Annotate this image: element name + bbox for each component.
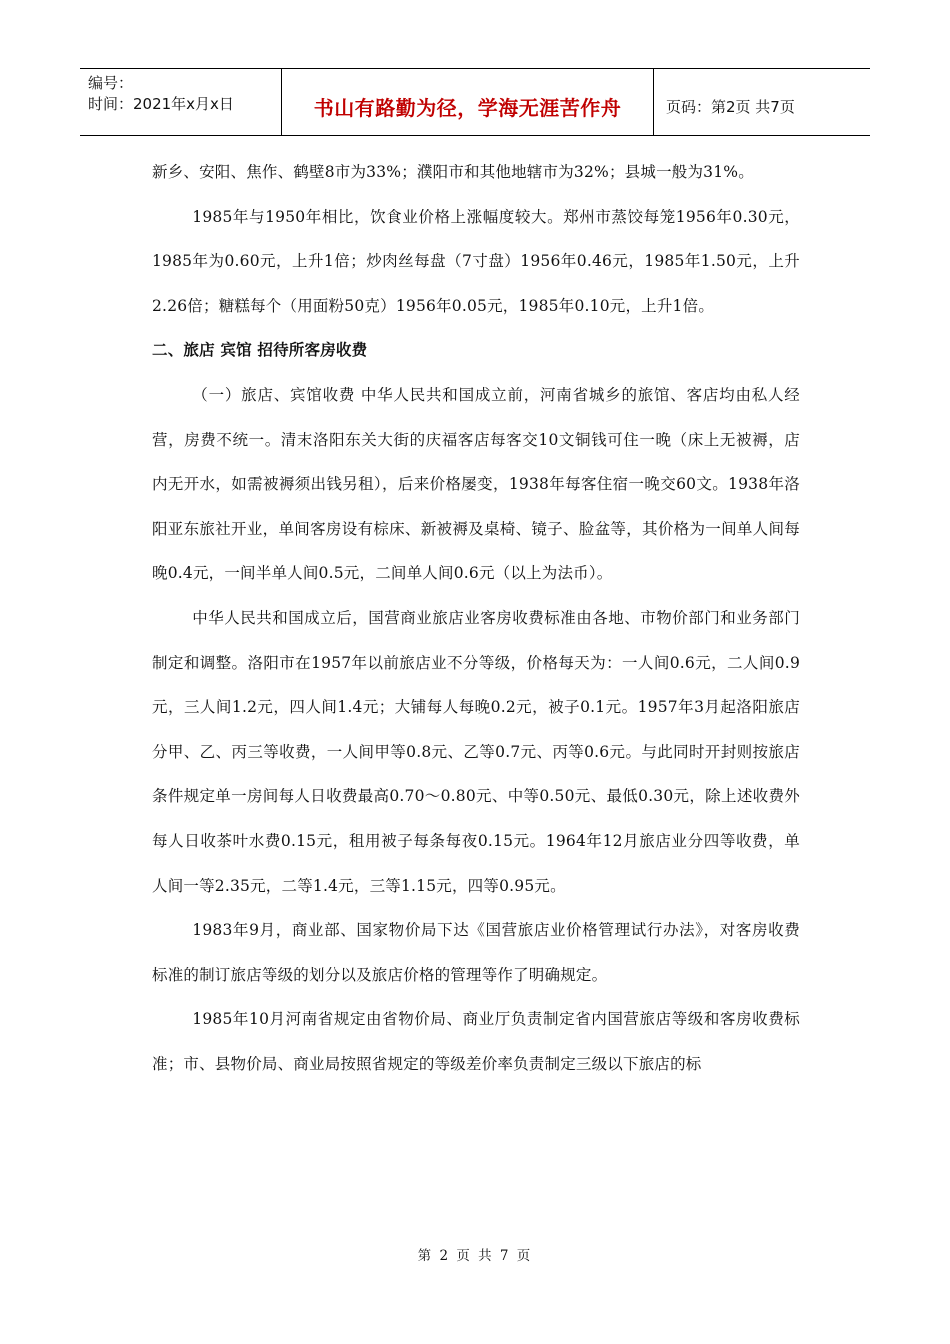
header-page-label: 页码：第2页 共7页 xyxy=(666,97,795,116)
paragraph-post-1949-hotels: 中华人民共和国成立后，国营商业旅店业客房收费标准由各地、市物价部门和业务部门制定和调整。洛阳市在1957年以前旅店业不分等级，价格每天为：一人间0.6元，二人间0.9元，三人间1.2元，四人间1.4元；大铺每人每晚0.2元，被子0.1元。1957年3月起洛阳旅店分甲、乙、丙三等收费，一人间甲等0.8元、乙等0.7元、丙等0.6元。与此同时开封则按旅店条件规定单一房间每人日收费最高0.70～0.80元、中等0.50元、最低0.30元，除上述收费外每人日收茶叶水费0.15元，租用被子每条每夜0.15元。1964年12月旅店业分四等收费，单人间一等2.35元，二等1.4元，三等1.15元，四等0.95元。 xyxy=(152,608,800,895)
code-label: 编号： xyxy=(88,74,134,92)
paragraph-1983-regulation: 1983年9月，商业部、国家物价局下达《国营旅店业价格管理试行办法》，对客房收费标准的制订旅店等级的划分以及旅店价格的管理等作了明确规定。 xyxy=(152,921,800,984)
section-heading: 二、旅店 宾馆 招待所客房收费 xyxy=(152,341,368,360)
paragraph-food-prices: 1985年与1950年相比，饮食业价格上涨幅度较大。郑州市蒸饺每笼1956年0.30元，1985年为0.60元，上升1倍；炒肉丝每盘（7寸盘）1956年0.46元，1985年1.50元，上升2.26倍；糖糕每个（用面粉50克）1956年0.05元，1985年0.10元，上升1倍。 xyxy=(152,207,800,315)
document-header xyxy=(80,68,870,136)
header-info-cell xyxy=(80,69,282,135)
paragraph-continuation: 新乡、安阳、焦作、鹤壁8市为33%；濮阳市和其他地辖市为32%；县城一般为31%。 xyxy=(152,163,754,181)
time-label: 时间：2021年x月x日 xyxy=(88,95,234,113)
document-body xyxy=(152,150,800,1086)
paragraph-1985-regulation: 1985年10月河南省规定由省物价局、商业厅负责制定省内国营旅店等级和客房收费标准；市、县物价局、商业局按照省规定的等级差价率负责制定三级以下旅店的标 xyxy=(152,1010,800,1073)
page-footer: 第 2 页 共 7 页 xyxy=(417,1248,533,1264)
paragraph-pre-1949-hotels: （一）旅店、宾馆收费 中华人民共和国成立前，河南省城乡的旅馆、客店均由私人经营，房费不统一。清末洛阳东关大街的庆福客店每客交10文铜钱可住一晚（床上无被褥，店内无开水，如需被褥须出钱另租），后来价格屡变，1938年每客住宿一晚交60文。1938年洛阳亚东旅社开业，单间客房设有棕床、新被褥及桌椅、镜子、脸盆等，其价格为一间单人间每晚0.4元，一间半单人间0.5元，二间单人间0.6元（以上为法币）。 xyxy=(152,385,800,583)
header-motto: 书山有路勤为径，学海无涯苦作舟 xyxy=(282,69,654,135)
